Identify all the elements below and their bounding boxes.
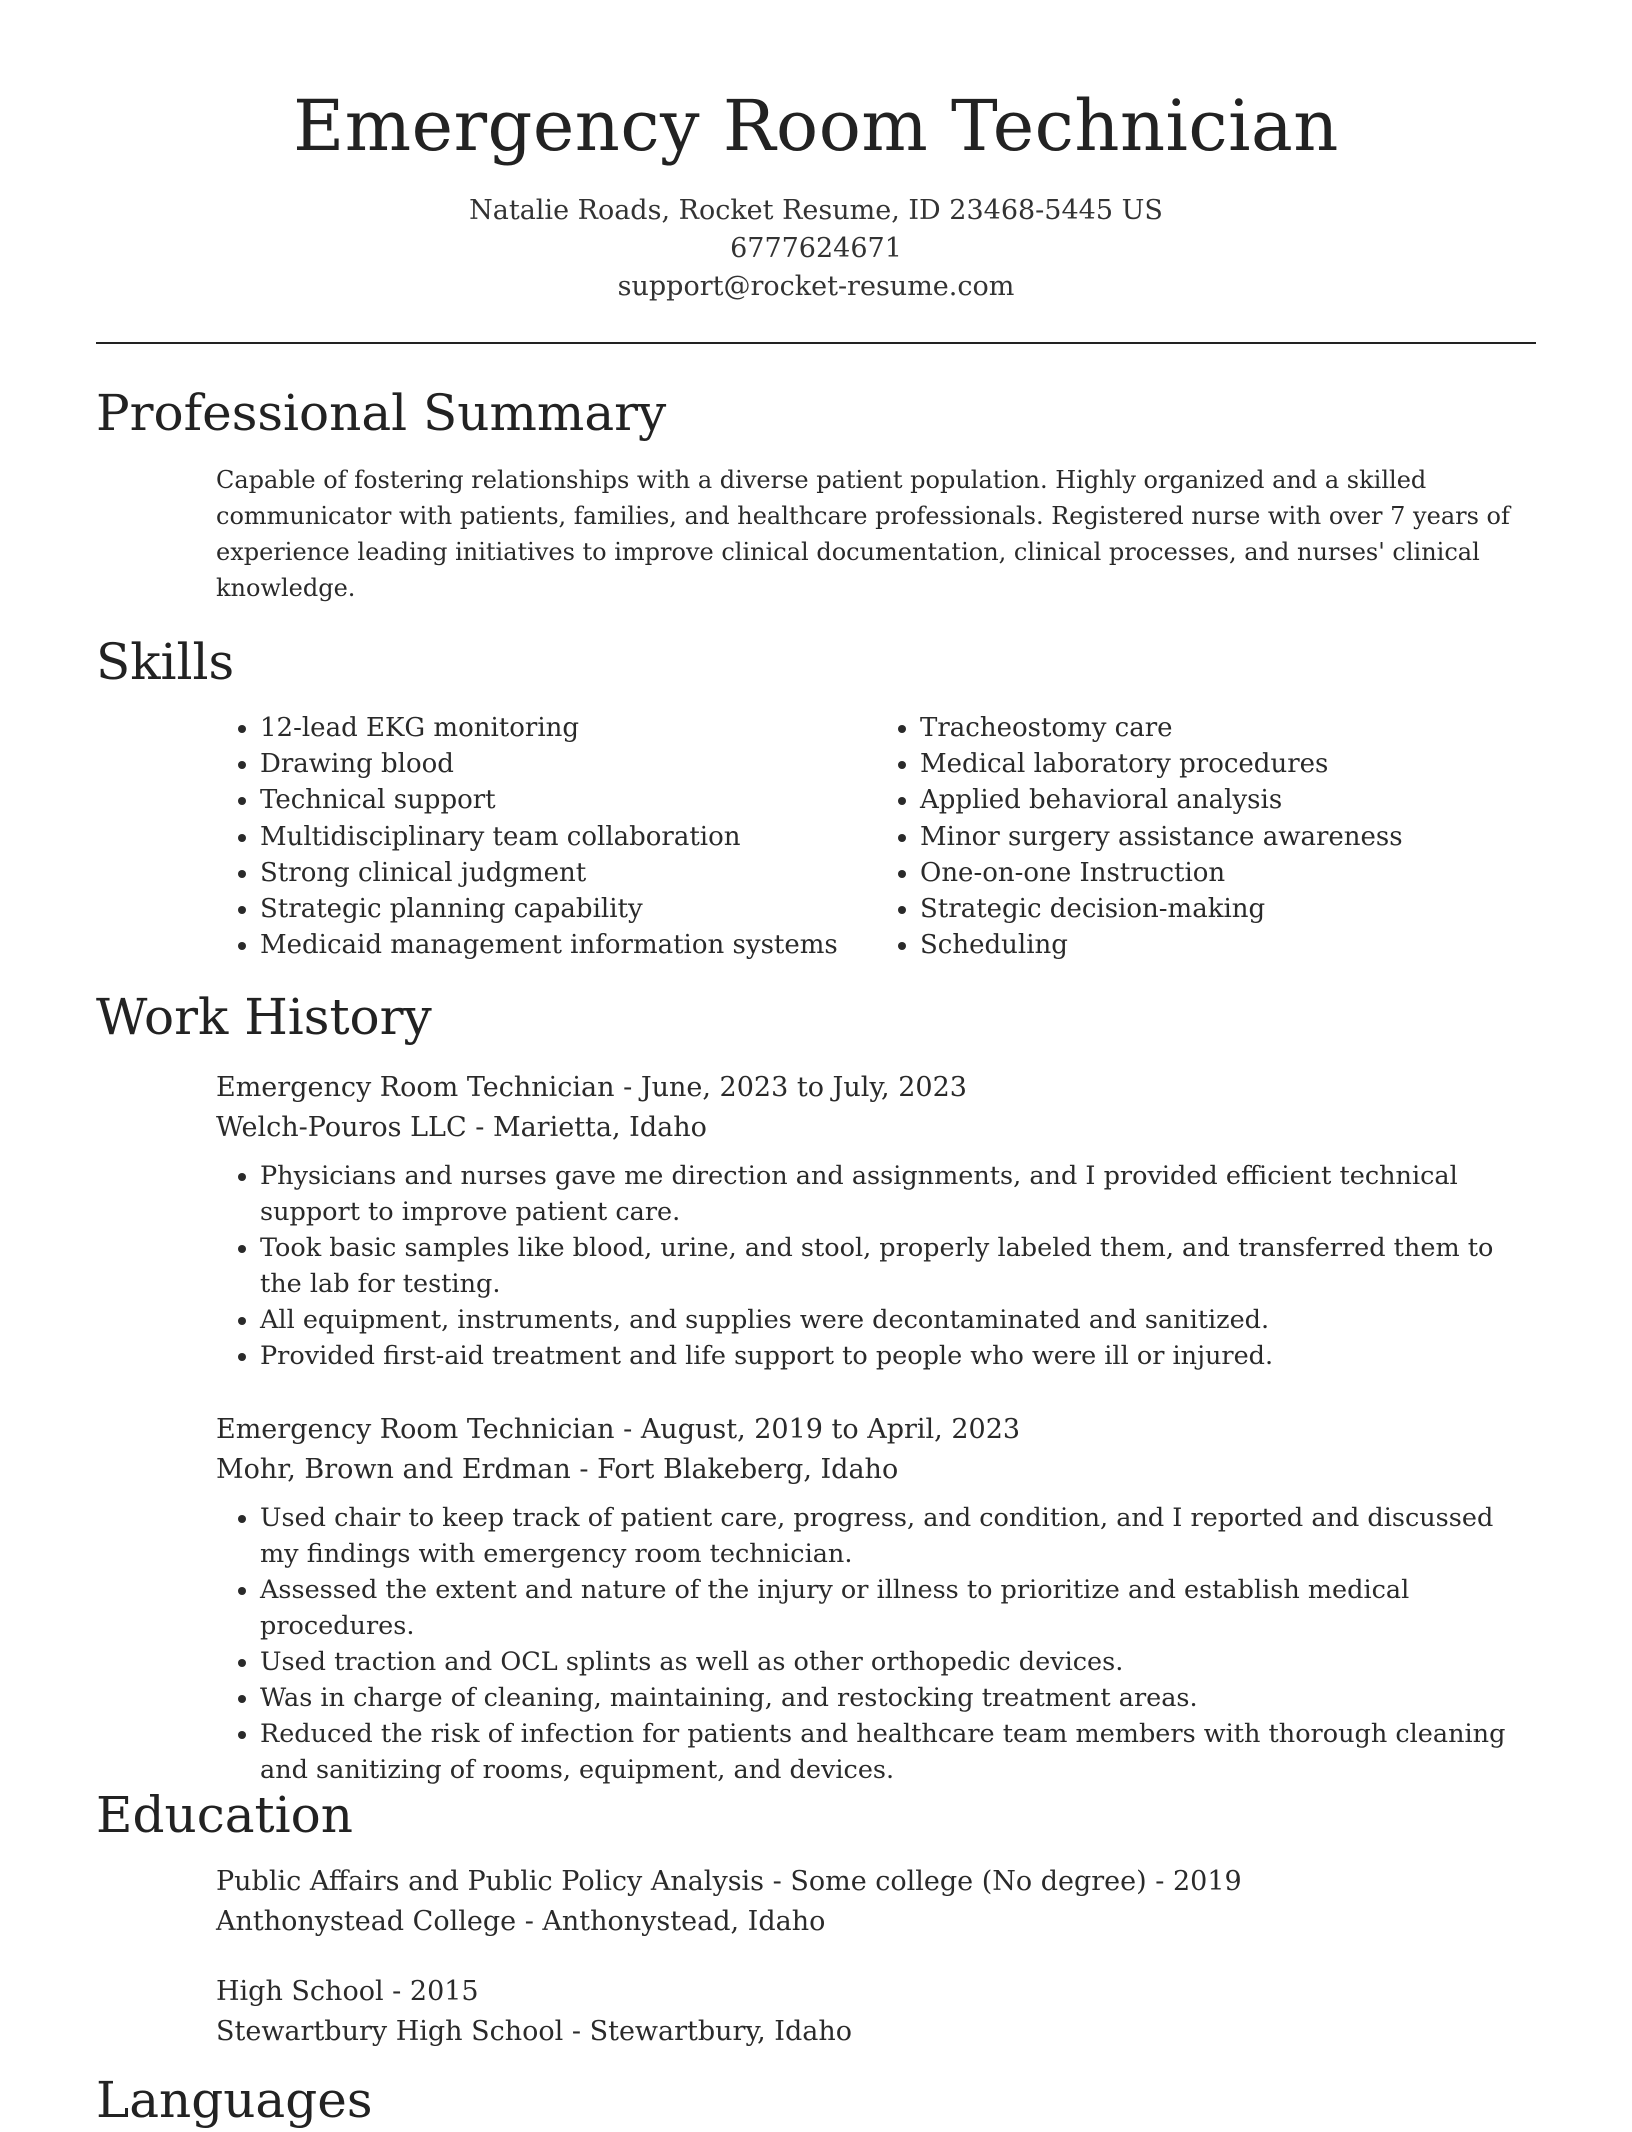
job-duties (216, 1158, 1536, 1374)
job-duty: • Used traction and OCL splints as well as other orthopedic devices. (260, 1644, 1536, 1680)
job-duty: • All equipment, instruments, and supplies were decontaminated and sanitized. (260, 1302, 1536, 1338)
skill-item: • Drawing blood (260, 746, 876, 782)
work-heading: Work History (96, 988, 432, 1046)
header-divider (96, 342, 1536, 344)
job-duty: • Took basic samples like blood, urine, and stool, properly labeled them, and transferred them to the lab for testing. (260, 1230, 1536, 1302)
education-location: Stewartbury, Idaho (589, 2016, 852, 2047)
address: Natalie Roads, Rocket Resume, ID 23468-5445 US (469, 195, 1163, 226)
job-company: Mohr, Brown and Erdman (216, 1454, 571, 1485)
skill-item: • Technical support (260, 782, 876, 818)
languages-heading: Languages (96, 2071, 373, 2129)
skill-item: • Strategic decision-making (920, 891, 1536, 927)
job-location: Fort Blakeberg, Idaho (597, 1454, 899, 1485)
education-entry (216, 1862, 1536, 1942)
education-school: Stewartbury High School (216, 2016, 564, 2047)
education-school-line: Stewartbury High School - Stewartbury, Idaho (216, 2016, 852, 2047)
job-duty: • Was in charge of cleaning, maintaining, and restocking treatment areas. (260, 1680, 1536, 1716)
resume-header (96, 78, 1536, 306)
job-dates: August, 2019 to April, 2023 (640, 1414, 1021, 1445)
skills-list (216, 710, 1536, 963)
skills-heading: Skills (96, 633, 235, 691)
education-heading: Education (96, 1786, 353, 1844)
job-duty: • Used chair to keep track of patient care, progress, and condition, and I reported and discussed my findings with emergency room technician. (260, 1500, 1536, 1572)
job-title-line: Emergency Room Technician - August, 2019 to April, 2023 (216, 1414, 1021, 1445)
skills-column-left (216, 710, 876, 963)
education-detail: 2015 (409, 1976, 479, 2007)
education-degree-line: Public Affairs and Public Policy Analysis - Some college (No degree) - 2019 (216, 1866, 1242, 1897)
skill-item: • Scheduling (920, 927, 1536, 963)
contact-info (96, 192, 1536, 306)
job-duties (216, 1500, 1536, 1788)
job-title: Emergency Room Technician (216, 1414, 615, 1445)
summary-text: Capable of fostering relationships with a diverse patient population. Highly organized and a skilled communicator with patients, families, and healthcare professionals. Registered nurse with over 7 years of experience leading initiatives to improve clinical documentation, clinical processes, and nurses' clinical knowledge. (216, 466, 1510, 602)
job-title-line: Emergency Room Technician - June, 2023 to July, 2023 (216, 1072, 967, 1103)
skill-item: • Strong clinical judgment (260, 855, 876, 891)
education-entry (216, 1972, 1536, 2052)
education-degree: High School (216, 1976, 384, 2007)
candidate-title: Emergency Room Technician (293, 85, 1339, 167)
job-entry (216, 1068, 1536, 1374)
skill-item: • Strategic planning capability (260, 891, 876, 927)
job-entry (216, 1410, 1536, 1788)
job-company-line: Mohr, Brown and Erdman - Fort Blakeberg, Idaho (216, 1454, 899, 1485)
job-duty: • Reduced the risk of infection for patients and healthcare team members with thorough cleaning and sanitizing of rooms, equipment, and devices. (260, 1716, 1536, 1788)
skill-item: • Tracheostomy care (920, 710, 1536, 746)
skill-item: • Multidisciplinary team collaboration (260, 819, 876, 855)
job-duty: • Provided first-aid treatment and life support to people who were ill or injured. (260, 1338, 1536, 1374)
education-degree: Public Affairs and Public Policy Analysis (216, 1866, 765, 1897)
skill-item: • One-on-one Instruction (920, 855, 1536, 891)
skill-item: • Applied behavioral analysis (920, 782, 1536, 818)
skills-column-right (876, 710, 1536, 963)
job-location: Marietta, Idaho (492, 1112, 707, 1143)
skill-item: • Medical laboratory procedures (920, 746, 1536, 782)
skill-item: • 12-lead EKG monitoring (260, 710, 876, 746)
email: support@rocket-resume.com (617, 271, 1015, 302)
job-title: Emergency Room Technician (216, 1072, 615, 1103)
education-school-line: Anthonystead College - Anthonystead, Idaho (216, 1906, 826, 1937)
job-company: Welch-Pouros LLC (216, 1112, 467, 1143)
education-location: Anthonystead, Idaho (542, 1906, 826, 1937)
job-dates: June, 2023 to July, 2023 (640, 1072, 967, 1103)
phone: 6777624671 (730, 233, 902, 264)
job-company-line: Welch-Pouros LLC - Marietta, Idaho (216, 1112, 707, 1143)
skill-item: • Medicaid management information systems (260, 927, 876, 963)
education-school: Anthonystead College (216, 1906, 517, 1937)
skill-item: • Minor surgery assistance awareness (920, 819, 1536, 855)
education-degree-line: High School - 2015 (216, 1976, 479, 2007)
job-duty: • Physicians and nurses gave me direction and assignments, and I provided efficient technical support to improve patient care. (260, 1158, 1536, 1230)
summary-heading: Professional Summary (96, 384, 667, 442)
education-detail: Some college (No degree) - 2019 (790, 1866, 1242, 1897)
job-duty: • Assessed the extent and nature of the injury or illness to prioritize and establish medical procedures. (260, 1572, 1536, 1644)
